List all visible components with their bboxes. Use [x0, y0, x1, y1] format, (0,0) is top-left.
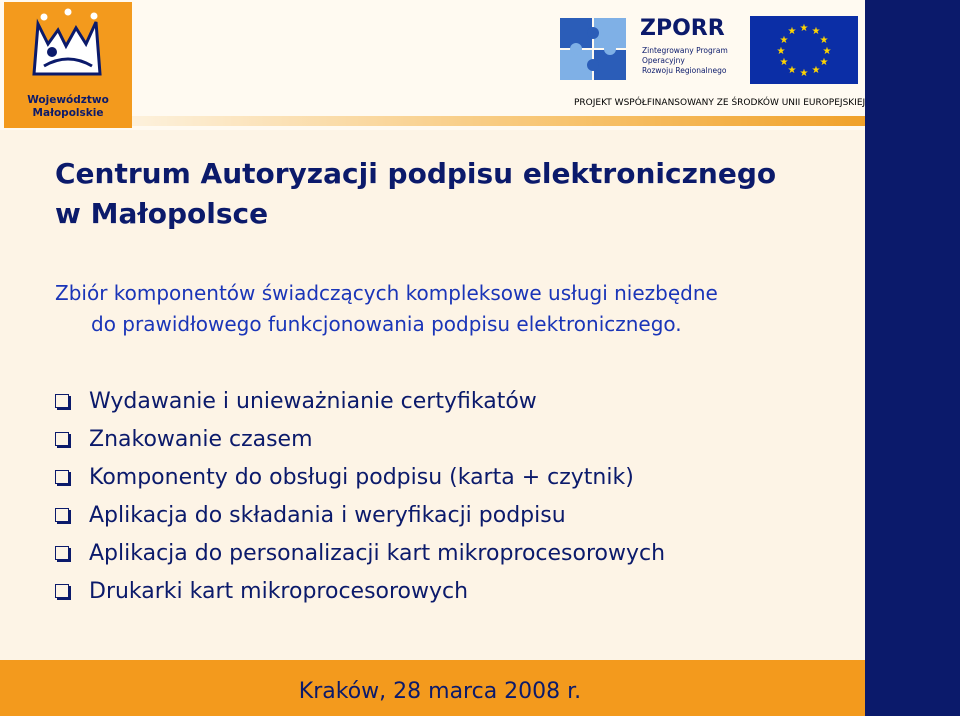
list-item-text: Aplikacja do personalizacji kart mikroprocesorowych: [89, 540, 666, 566]
list-item: [55, 534, 835, 572]
checkbox-bullet-icon: [55, 432, 69, 446]
region-logo-line2: Małopolskie: [32, 107, 104, 119]
svg-text:★: ★: [787, 26, 797, 37]
list-item-text: Wydawanie i unieważnianie certyfikatów: [89, 388, 537, 414]
zporr-line1: Zintegrowany Program: [642, 46, 728, 55]
checkbox-bullet-icon: [55, 584, 69, 598]
list-item: [55, 572, 835, 610]
region-logo-line1: Województwo: [27, 94, 109, 106]
zporr-line2: Operacyjny: [642, 56, 685, 65]
svg-text:★: ★: [799, 68, 809, 79]
list-item: [55, 420, 835, 458]
list-item: [55, 382, 835, 420]
slide-title: [55, 154, 845, 234]
header-stripe: [132, 116, 865, 126]
checkbox-bullet-icon: [55, 394, 69, 408]
region-emblem-icon: [4, 2, 132, 90]
svg-text:★: ★: [799, 23, 809, 34]
region-logo: [4, 2, 132, 128]
zporr-line3: Rozwoju Regionalnego: [642, 66, 727, 75]
puzzle-icon: [558, 14, 630, 84]
svg-text:★: ★: [779, 35, 789, 46]
svg-text:★: ★: [787, 65, 797, 76]
checkbox-bullet-icon: [55, 546, 69, 560]
list-item-text: Drukarki kart mikroprocesorowych: [89, 578, 469, 604]
svg-text:★: ★: [819, 57, 829, 68]
cofinance-text: PROJEKT WSPÓŁFINANSOWANY ZE ŚRODKÓW UNII EUROPEJSKIEJ: [574, 98, 866, 108]
right-side-bar: [865, 0, 960, 716]
svg-text:★: ★: [819, 35, 829, 46]
intro-line1: Zbiór komponentów świadczących kompleksowe usługi niezbędne: [55, 281, 718, 305]
intro-line2: do prawidłowego funkcjonowania podpisu elektronicznego.: [91, 312, 682, 336]
svg-text:★: ★: [776, 46, 786, 57]
zporr-title: ZPORR: [640, 16, 725, 41]
list-item: [55, 496, 835, 534]
list-item: [55, 458, 835, 496]
checkbox-bullet-icon: [55, 508, 69, 522]
slide-title-line1: Centrum Autoryzacji podpisu elektronicznego: [55, 157, 777, 190]
svg-text:★: ★: [779, 57, 789, 68]
list-item-text: Znakowanie czasem: [89, 426, 313, 452]
svg-text:★: ★: [822, 46, 832, 57]
slide-title-line2: w Małopolsce: [55, 197, 269, 230]
list-item-text: Aplikacja do składania i weryfikacji podpisu: [89, 502, 566, 528]
svg-text:★: ★: [811, 26, 821, 37]
svg-text:★: ★: [811, 65, 821, 76]
eu-stars-icon: [750, 16, 858, 84]
checkbox-bullet-icon: [55, 470, 69, 484]
feature-list: [55, 382, 835, 610]
list-item-text: Komponenty do obsługi podpisu (karta + czytnik): [89, 464, 634, 490]
zporr-logo: [558, 14, 738, 86]
footer-date: Kraków, 28 marca 2008 r.: [298, 679, 582, 704]
eu-flag: [750, 16, 858, 84]
intro-text: [55, 278, 845, 340]
